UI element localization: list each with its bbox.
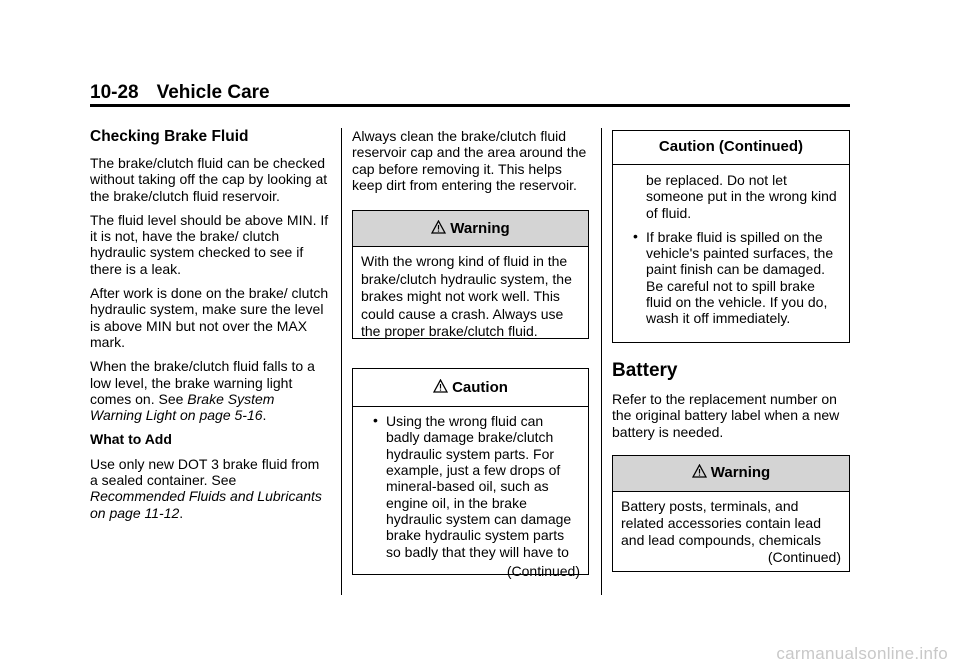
caution-continued-body — [613, 165, 849, 343]
warning-triangle-icon — [431, 220, 446, 238]
warning-header — [613, 456, 849, 492]
paragraph: Refer to the replacement number on the original battery label when a new battery is needed. — [612, 391, 840, 440]
caution-title: Caution — [452, 378, 508, 396]
paragraph: The brake/clutch fluid can be checked without taking off the cap by looking at the brake/clutch fluid reservoir. — [90, 155, 328, 204]
subheading-what-to-add: What to Add — [90, 431, 172, 448]
caution-list — [621, 229, 841, 327]
continued-label: (Continued) — [767, 548, 841, 565]
heading-checking-brake-fluid: Checking Brake Fluid — [90, 128, 249, 145]
continued-text: be replaced. Do not let someone put in the wrong kind of fluid. — [646, 172, 837, 221]
page-header — [90, 82, 270, 104]
caution-body — [353, 407, 588, 587]
column-3 — [612, 130, 850, 572]
warning-title: Warning — [710, 464, 771, 482]
paragraph: When the brake/clutch fluid falls to a low level, the brake warning light comes on. See Brake System Warning Light on page 5-16. — [90, 358, 315, 424]
warning-box — [352, 210, 589, 339]
paragraph: The fluid level should be above MIN. If it is not, have the brake/ clutch hydraulic system checked to see if there is a leak. — [90, 211, 329, 277]
cross-reference-link[interactable]: Brake System Warning Light on page 5-16 — [90, 390, 275, 424]
warning-triangle-icon — [692, 464, 707, 482]
paragraph: Use only new DOT 3 brake fluid from a sealed container. See Recommended Fluids and Lubricants on page 11-12. — [90, 455, 322, 521]
continued-label: (Continued) — [506, 562, 580, 579]
heading-battery: Battery — [612, 360, 678, 381]
list-item: • If brake fluid is spilled on the vehicle's painted surfaces, the paint finish can be damaged. Be careful not to spill brake fluid on the vehicle. If you do, wash it off immediately. — [633, 229, 841, 327]
paragraph: Always clean the brake/clutch fluid reservoir cap and the area around the cap before removing it. This helps keep dirt from entering the reservoir. — [352, 128, 587, 193]
caution-continued-header: Caution (Continued) — [613, 131, 849, 165]
warning-body: With the wrong kind of fluid in the brake/clutch hydraulic system, the brakes might not work well. This could cause a crash. Always use the proper brake/clutch fluid. — [361, 253, 572, 340]
caution-header — [353, 369, 588, 407]
list-item: • Using the wrong fluid can badly damage brake/clutch hydraulic system parts. For example, just a few drops of mineral-based oil, such as engine oil, in the brake hydraulic system can damage brake hydraulic system parts so badly that they will have to — [373, 413, 580, 560]
paragraph: After work is done on the brake/ clutch hydraulic system, make sure the level is above MIN but not over the MAX mark. — [90, 285, 329, 350]
caution-box — [352, 368, 589, 579]
section-title: Vehicle Care — [156, 82, 270, 103]
header-rule — [90, 104, 850, 107]
warning-body: Battery posts, terminals, and related accessories contain lead and lead compounds, chemicals (Continued) — [621, 497, 841, 565]
warning-header — [353, 211, 588, 247]
page-number: 10-28 — [90, 82, 139, 103]
column-2 — [352, 128, 589, 579]
column-1 — [90, 128, 330, 529]
caution-continued-box — [612, 130, 850, 343]
watermark: carmanualsonline.info — [776, 644, 948, 663]
warning-title: Warning — [450, 219, 510, 237]
caution-list — [361, 413, 580, 560]
column-divider — [341, 128, 342, 595]
column-divider — [601, 128, 602, 595]
cross-reference-link[interactable]: Recommended Fluids and Lubricants on page 11-12 — [90, 488, 322, 521]
warning-triangle-icon — [433, 379, 448, 397]
warning-box — [612, 455, 850, 572]
